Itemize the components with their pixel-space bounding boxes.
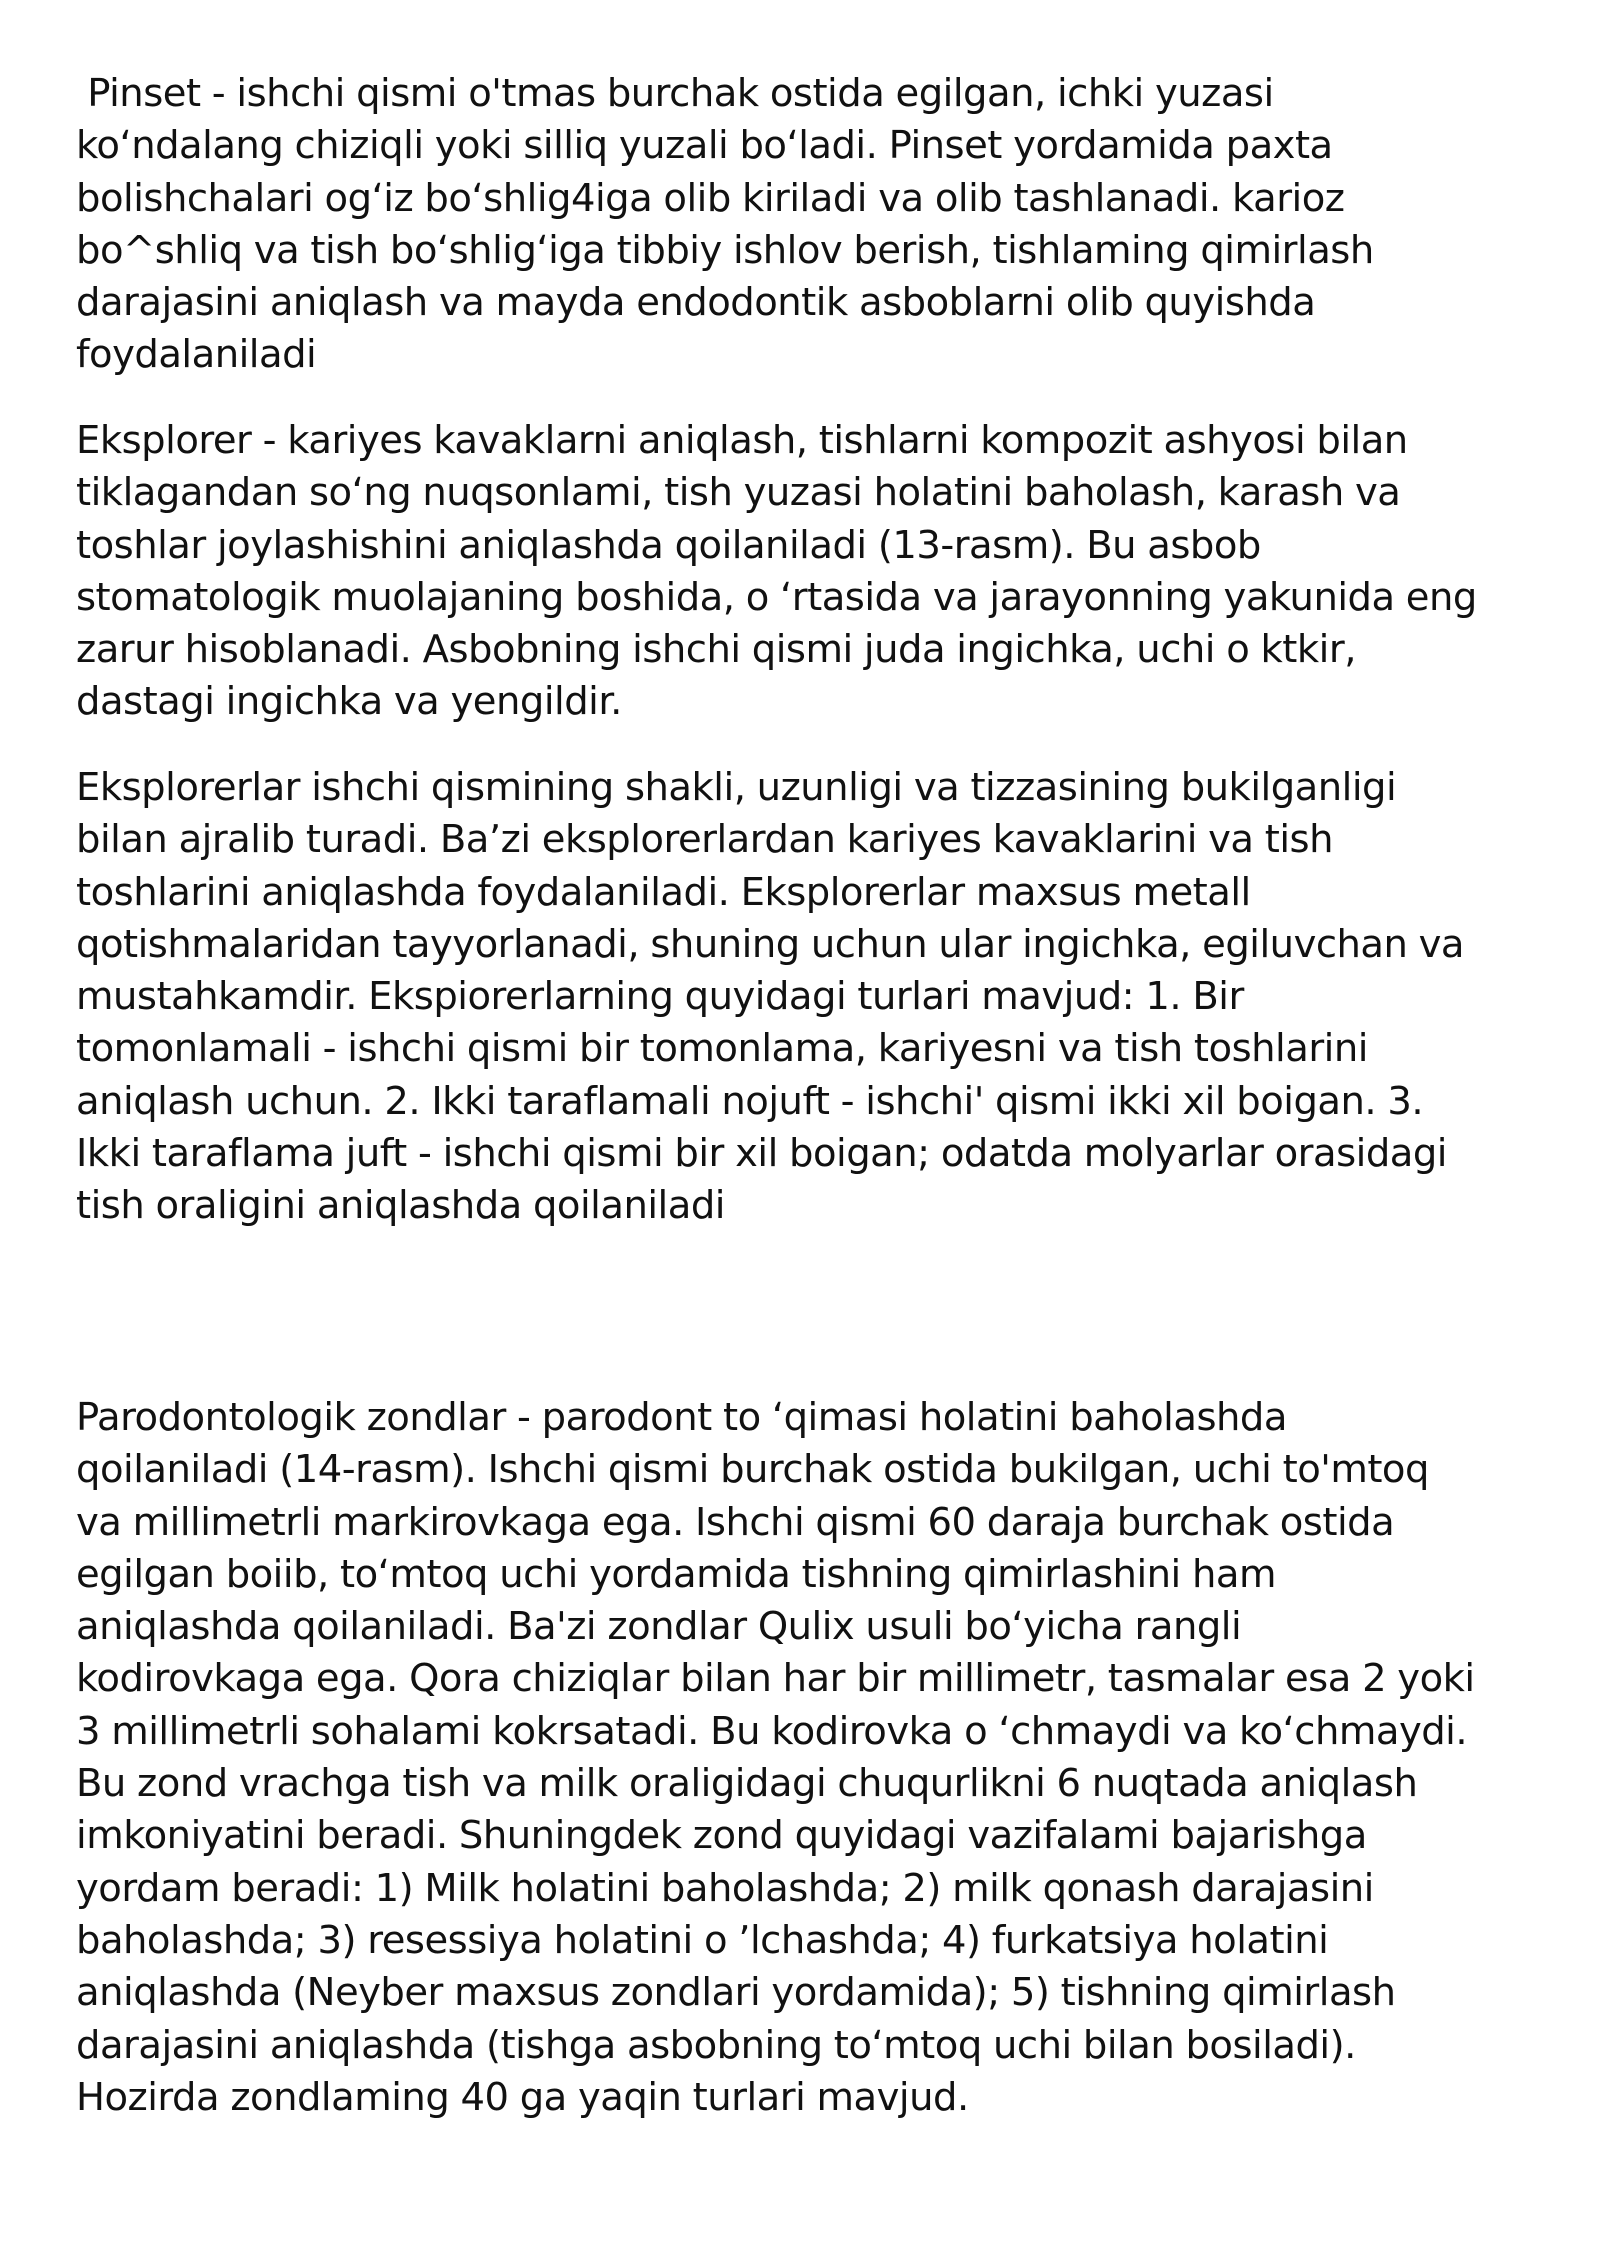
paragraph-parodontologik bbox=[76, 1392, 1475, 2124]
text-line: Pinset - ishchi qismi o'tmas burchak ostida egilgan, ichki yuzasi bbox=[76, 71, 1274, 116]
text-line: Bu zond vrachga tish va milk oraligidagi chuqurlikni 6 nuqtada aniqlash bbox=[76, 1761, 1418, 1807]
text-line: dastagi ingichka va yengildir. bbox=[76, 679, 622, 725]
text-line: qotishmalaridan tayyorlanadi, shuning uchun ular ingichka, egiluvchan va bbox=[76, 921, 1465, 967]
paragraph-eksplorer bbox=[76, 415, 1477, 729]
text-line: va millimetrli markirovkaga ega. Ishchi qismi 60 daraja burchak ostida bbox=[76, 1499, 1395, 1545]
text-line: tomonlamali - ishchi qismi bir tomonlama, kariyesni va tish toshlarini bbox=[76, 1026, 1368, 1072]
text-line: Ikki taraflama juft - ishchi qismi bir xil boigan; odatda molyarlar orasidagi bbox=[76, 1131, 1448, 1177]
text-line: 3 millimetrli sohalami kokrsatadi. Bu kodirovka o ‘chmaydi va ko‘chmaydi. bbox=[76, 1708, 1468, 1754]
paragraph-eksplorerlar bbox=[76, 762, 1464, 1233]
text-line: Hozirda zondlaming 40 ga yaqin turlari mavjud. bbox=[76, 2074, 969, 2120]
text-line: ko‘ndalang chiziqli yoki silliq yuzali bo‘ladi. Pinset yordamida paxta bbox=[76, 123, 1333, 169]
text-line: aniqlashda (Neyber maxsus zondlari yordamida); 5) tishning qimirlash bbox=[76, 1970, 1396, 2016]
text-line: mustahkamdir. Ekspiorerlarning quyidagi turlari mavjud: 1. Bir bbox=[76, 974, 1244, 1020]
text-line: tiklagandan so‘ng nuqsonlami, tish yuzasi holatini baholash, karash va bbox=[76, 470, 1401, 516]
paragraph-pinset bbox=[76, 68, 1374, 382]
text-line: yordam beradi: 1) Milk holatini baholashda; 2) milk qonash darajasini bbox=[76, 1865, 1374, 1911]
text-line: egilgan boiib, to‘mtoq uchi yordamida tishning qimirlashini ham bbox=[76, 1551, 1276, 1597]
text-line: aniqlash uchun. 2. Ikki taraflamali nojuft - ishchi' qismi ikki xil boigan. 3. bbox=[76, 1078, 1424, 1124]
text-line: bolishchalari og‘iz bo‘shlig4iga olib kiriladi va olib tashlanadi. karioz bbox=[76, 175, 1345, 221]
text-line: baholashda; 3) resessiya holatini o ’lchashda; 4) furkatsiya holatini bbox=[76, 1917, 1329, 1963]
text-line: foydalaniladi bbox=[76, 332, 317, 378]
text-line: toshlar joylashishini aniqlashda qoilaniladi (13-rasm). Bu asbob bbox=[76, 522, 1261, 568]
text-line: darajasini aniqlash va mayda endodontik asboblarni olib quyishda bbox=[76, 280, 1316, 326]
text-line: darajasini aniqlashda (tishga asbobning to‘mtoq uchi bilan bosiladi). bbox=[76, 2022, 1356, 2068]
text-line: Eksplorerlar ishchi qismining shakli, uzunligi va tizzasining bukilganligi bbox=[76, 765, 1397, 810]
text-line: zarur hisoblanadi. Asbobning ishchi qismi juda ingichka, uchi o ktkir, bbox=[76, 627, 1356, 673]
text-line: bilan ajralib turadi. Ba’zi eksplorerlardan kariyes kavaklarini va tish bbox=[76, 817, 1333, 863]
text-line: Eksplorer - kariyes kavaklarni aniqlash, tishlarni kompozit ashyosi bilan bbox=[76, 418, 1408, 463]
text-line: stomatologik muolajaning boshida, o ‘rtasida va jarayonning yakunida eng bbox=[76, 574, 1477, 620]
text-line: qoilaniladi (14-rasm). Ishchi qismi burchak ostida bukilgan, uchi to'mtoq bbox=[76, 1447, 1429, 1493]
text-line: toshlarini aniqlashda foydalaniladi. Eksplorerlar maxsus metall bbox=[76, 869, 1251, 915]
text-line: tish oraligini aniqlashda qoilaniladi bbox=[76, 1183, 725, 1229]
text-line: bo^shliq va tish bo‘shlig‘iga tibbiy ishlov berish, tishlaming qimirlash bbox=[76, 227, 1374, 273]
text-line: Parodontologik zondlar - parodont to ‘qimasi holatini baholashda bbox=[76, 1395, 1287, 1440]
text-line: aniqlashda qoilaniladi. Ba'zi zondlar Qulix usuli bo‘yicha rangli bbox=[76, 1604, 1242, 1650]
text-line: imkoniyatini beradi. Shuningdek zond quyidagi vazifalami bajarishga bbox=[76, 1813, 1367, 1859]
text-line: kodirovkaga ega. Qora chiziqlar bilan har bir millimetr, tasmalar esa 2 yoki bbox=[76, 1656, 1475, 1702]
